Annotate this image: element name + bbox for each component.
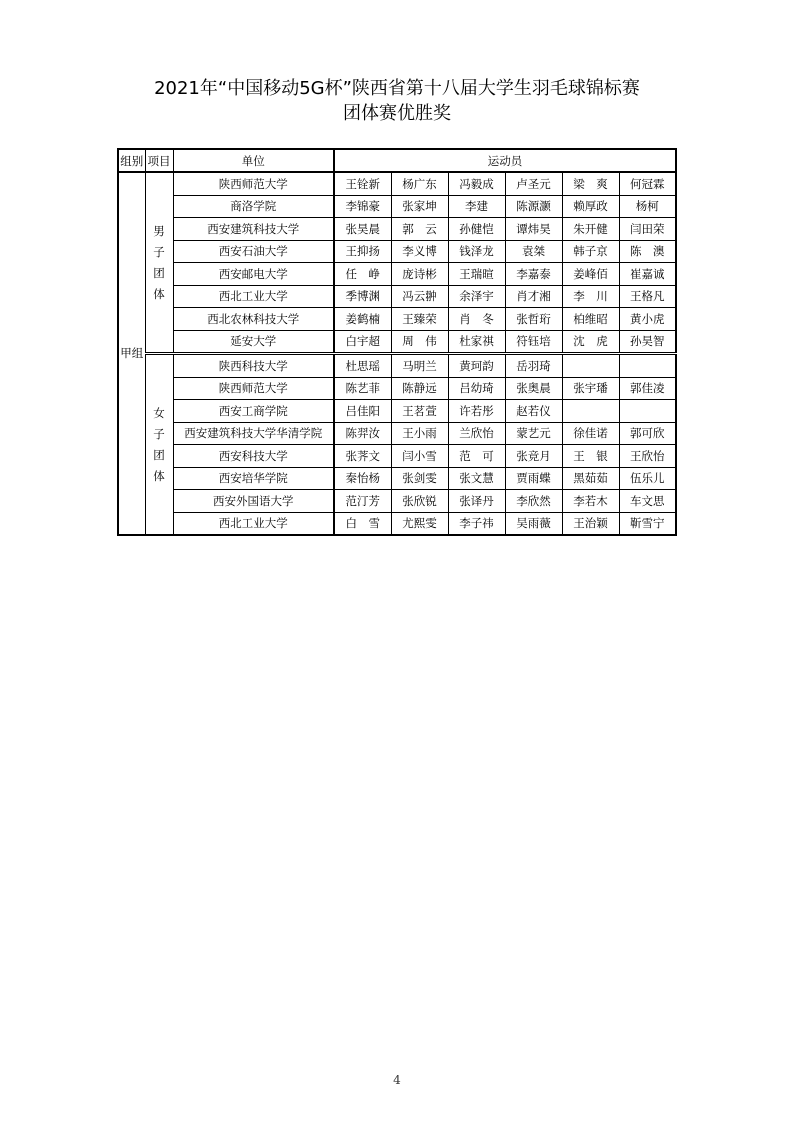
unit-cell: 西安石油大学 — [173, 240, 334, 263]
athlete-cell: 张哲珩 — [505, 308, 562, 331]
athlete-cell: 张昊晨 — [334, 218, 391, 241]
table-row — [118, 285, 676, 308]
athlete-cell: 李 川 — [562, 285, 619, 308]
athlete-cell — [619, 400, 676, 423]
unit-cell: 延安大学 — [173, 330, 334, 354]
athlete-cell: 白 雪 — [334, 512, 391, 535]
group-cell: 甲组 — [118, 172, 145, 535]
athlete-cell: 王治颖 — [562, 512, 619, 535]
athlete-cell: 岳羽琦 — [505, 354, 562, 378]
athlete-cell: 许若彤 — [448, 400, 505, 423]
table-row — [118, 400, 676, 423]
header-unit: 单位 — [173, 149, 334, 172]
table-row — [118, 512, 676, 535]
table-row — [118, 308, 676, 331]
athlete-cell: 肖 冬 — [448, 308, 505, 331]
athlete-cell: 孙昊智 — [619, 330, 676, 354]
athlete-cell: 赵若仪 — [505, 400, 562, 423]
athlete-cell: 沈 虎 — [562, 330, 619, 354]
athlete-cell: 吕佳阳 — [334, 400, 391, 423]
athlete-cell: 王铨新 — [334, 172, 391, 195]
athlete-cell: 陈 澳 — [619, 240, 676, 263]
athlete-cell: 郭 云 — [391, 218, 448, 241]
athlete-cell: 崔嘉诚 — [619, 263, 676, 286]
athlete-cell: 杨柯 — [619, 195, 676, 218]
unit-cell: 西安外国语大学 — [173, 490, 334, 513]
unit-cell: 西安建筑科技大学 — [173, 218, 334, 241]
header-category: 项目 — [145, 149, 173, 172]
athlete-cell: 郭佳凌 — [619, 377, 676, 400]
athlete-cell: 吕幼琦 — [448, 377, 505, 400]
athlete-cell: 李子祎 — [448, 512, 505, 535]
category-label: 男 子 团 体 — [153, 223, 165, 301]
athlete-cell: 王欣怡 — [619, 445, 676, 468]
athlete-cell: 李锦豪 — [334, 195, 391, 218]
athlete-cell: 王瑞暄 — [448, 263, 505, 286]
athlete-cell: 陈静远 — [391, 377, 448, 400]
table-row — [118, 330, 676, 354]
athlete-cell: 徐佳诺 — [562, 422, 619, 445]
table-header-row — [118, 149, 676, 172]
athlete-cell: 张竞月 — [505, 445, 562, 468]
athlete-cell: 秦怡杨 — [334, 467, 391, 490]
athlete-cell: 韩子京 — [562, 240, 619, 263]
unit-cell: 西安邮电大学 — [173, 263, 334, 286]
athlete-cell: 柏维昭 — [562, 308, 619, 331]
athlete-cell: 周 伟 — [391, 330, 448, 354]
table-row — [118, 195, 676, 218]
athlete-cell: 杜家祺 — [448, 330, 505, 354]
table-row — [118, 490, 676, 513]
unit-cell: 商洛学院 — [173, 195, 334, 218]
athlete-cell: 张剑雯 — [391, 467, 448, 490]
athlete-cell: 王茗萱 — [391, 400, 448, 423]
unit-cell: 西安工商学院 — [173, 400, 334, 423]
athlete-cell: 王臻荣 — [391, 308, 448, 331]
athlete-cell: 姜峰佰 — [562, 263, 619, 286]
athlete-cell: 冯毅成 — [448, 172, 505, 195]
unit-cell: 西北工业大学 — [173, 285, 334, 308]
athlete-cell: 李若木 — [562, 490, 619, 513]
athlete-cell: 黑茹茹 — [562, 467, 619, 490]
athlete-cell: 范 可 — [448, 445, 505, 468]
athlete-cell: 陈羿汝 — [334, 422, 391, 445]
header-athletes: 运动员 — [334, 149, 676, 172]
table-row — [118, 263, 676, 286]
athlete-cell: 尤熙雯 — [391, 512, 448, 535]
athlete-cell: 袁桀 — [505, 240, 562, 263]
athlete-cell: 蒙艺元 — [505, 422, 562, 445]
athlete-cell — [562, 354, 619, 378]
table-row — [118, 240, 676, 263]
athlete-cell: 马明兰 — [391, 354, 448, 378]
athlete-cell: 孙健恺 — [448, 218, 505, 241]
athlete-cell: 王小雨 — [391, 422, 448, 445]
athlete-cell: 何冠霖 — [619, 172, 676, 195]
athlete-cell: 杜思瑶 — [334, 354, 391, 378]
athlete-cell: 贾雨蝶 — [505, 467, 562, 490]
table-row — [118, 422, 676, 445]
athlete-cell: 陈源灏 — [505, 195, 562, 218]
athlete-cell: 李嘉泰 — [505, 263, 562, 286]
athlete-cell: 谭炜昊 — [505, 218, 562, 241]
table-body — [118, 172, 676, 535]
athlete-cell: 冯云翀 — [391, 285, 448, 308]
athlete-cell: 吴雨薇 — [505, 512, 562, 535]
athlete-cell: 庞诗彬 — [391, 263, 448, 286]
athlete-cell: 王 银 — [562, 445, 619, 468]
unit-cell: 陕西师范大学 — [173, 172, 334, 195]
athlete-cell: 杨广东 — [391, 172, 448, 195]
athlete-cell: 张奥晨 — [505, 377, 562, 400]
athlete-cell: 陈艺菲 — [334, 377, 391, 400]
unit-cell: 陕西科技大学 — [173, 354, 334, 378]
athlete-cell: 张家坤 — [391, 195, 448, 218]
category-cell — [145, 172, 173, 354]
athlete-cell: 王抑扬 — [334, 240, 391, 263]
athlete-cell — [619, 354, 676, 378]
athlete-cell: 张荠文 — [334, 445, 391, 468]
table-row — [118, 218, 676, 241]
unit-cell: 西北工业大学 — [173, 512, 334, 535]
athlete-cell: 卢圣元 — [505, 172, 562, 195]
athlete-cell: 范汀芳 — [334, 490, 391, 513]
unit-cell: 西安培华学院 — [173, 467, 334, 490]
athlete-cell: 靳雪宁 — [619, 512, 676, 535]
athlete-cell: 梁 爽 — [562, 172, 619, 195]
table-row — [118, 445, 676, 468]
table-row — [118, 354, 676, 378]
table-row — [118, 467, 676, 490]
athlete-cell: 张译丹 — [448, 490, 505, 513]
athlete-cell: 余泽宇 — [448, 285, 505, 308]
athlete-cell: 任 峥 — [334, 263, 391, 286]
athlete-cell: 肖才湘 — [505, 285, 562, 308]
unit-cell: 西北农林科技大学 — [173, 308, 334, 331]
document-title-line2: 团体赛优胜奖 — [343, 103, 451, 124]
athlete-cell — [562, 400, 619, 423]
table-row — [118, 377, 676, 400]
athlete-cell: 闫小雪 — [391, 445, 448, 468]
athlete-cell: 钱泽龙 — [448, 240, 505, 263]
table-row — [118, 172, 676, 195]
athlete-cell: 郭可欣 — [619, 422, 676, 445]
athlete-cell: 王格凡 — [619, 285, 676, 308]
athlete-cell: 李欣然 — [505, 490, 562, 513]
results-table — [117, 148, 677, 536]
athlete-cell: 伍乐儿 — [619, 467, 676, 490]
athlete-cell: 季博渊 — [334, 285, 391, 308]
athlete-cell: 黄珂韵 — [448, 354, 505, 378]
category-cell — [145, 354, 173, 536]
unit-cell: 陕西师范大学 — [173, 377, 334, 400]
unit-cell: 西安科技大学 — [173, 445, 334, 468]
athlete-cell: 李义博 — [391, 240, 448, 263]
athlete-cell: 赖厚政 — [562, 195, 619, 218]
athlete-cell: 符钰培 — [505, 330, 562, 354]
athlete-cell: 黄小虎 — [619, 308, 676, 331]
athlete-cell: 张欣锐 — [391, 490, 448, 513]
category-label: 女 子 团 体 — [153, 405, 165, 483]
athlete-cell: 张文慧 — [448, 467, 505, 490]
athlete-cell: 姜鹤楠 — [334, 308, 391, 331]
athlete-cell: 李建 — [448, 195, 505, 218]
athlete-cell: 闫田荣 — [619, 218, 676, 241]
athlete-cell: 张宇璠 — [562, 377, 619, 400]
unit-cell: 西安建筑科技大学华清学院 — [173, 422, 334, 445]
page-number: 4 — [393, 1073, 401, 1087]
athlete-cell: 朱开健 — [562, 218, 619, 241]
athlete-cell: 车文思 — [619, 490, 676, 513]
athlete-cell: 兰欣怡 — [448, 422, 505, 445]
athlete-cell: 白宇超 — [334, 330, 391, 354]
document-title-line1: 2021年“中国移动5G杯”陕西省第十八届大学生羽毛球锦标赛 — [154, 78, 640, 99]
header-group: 组别 — [118, 149, 145, 172]
